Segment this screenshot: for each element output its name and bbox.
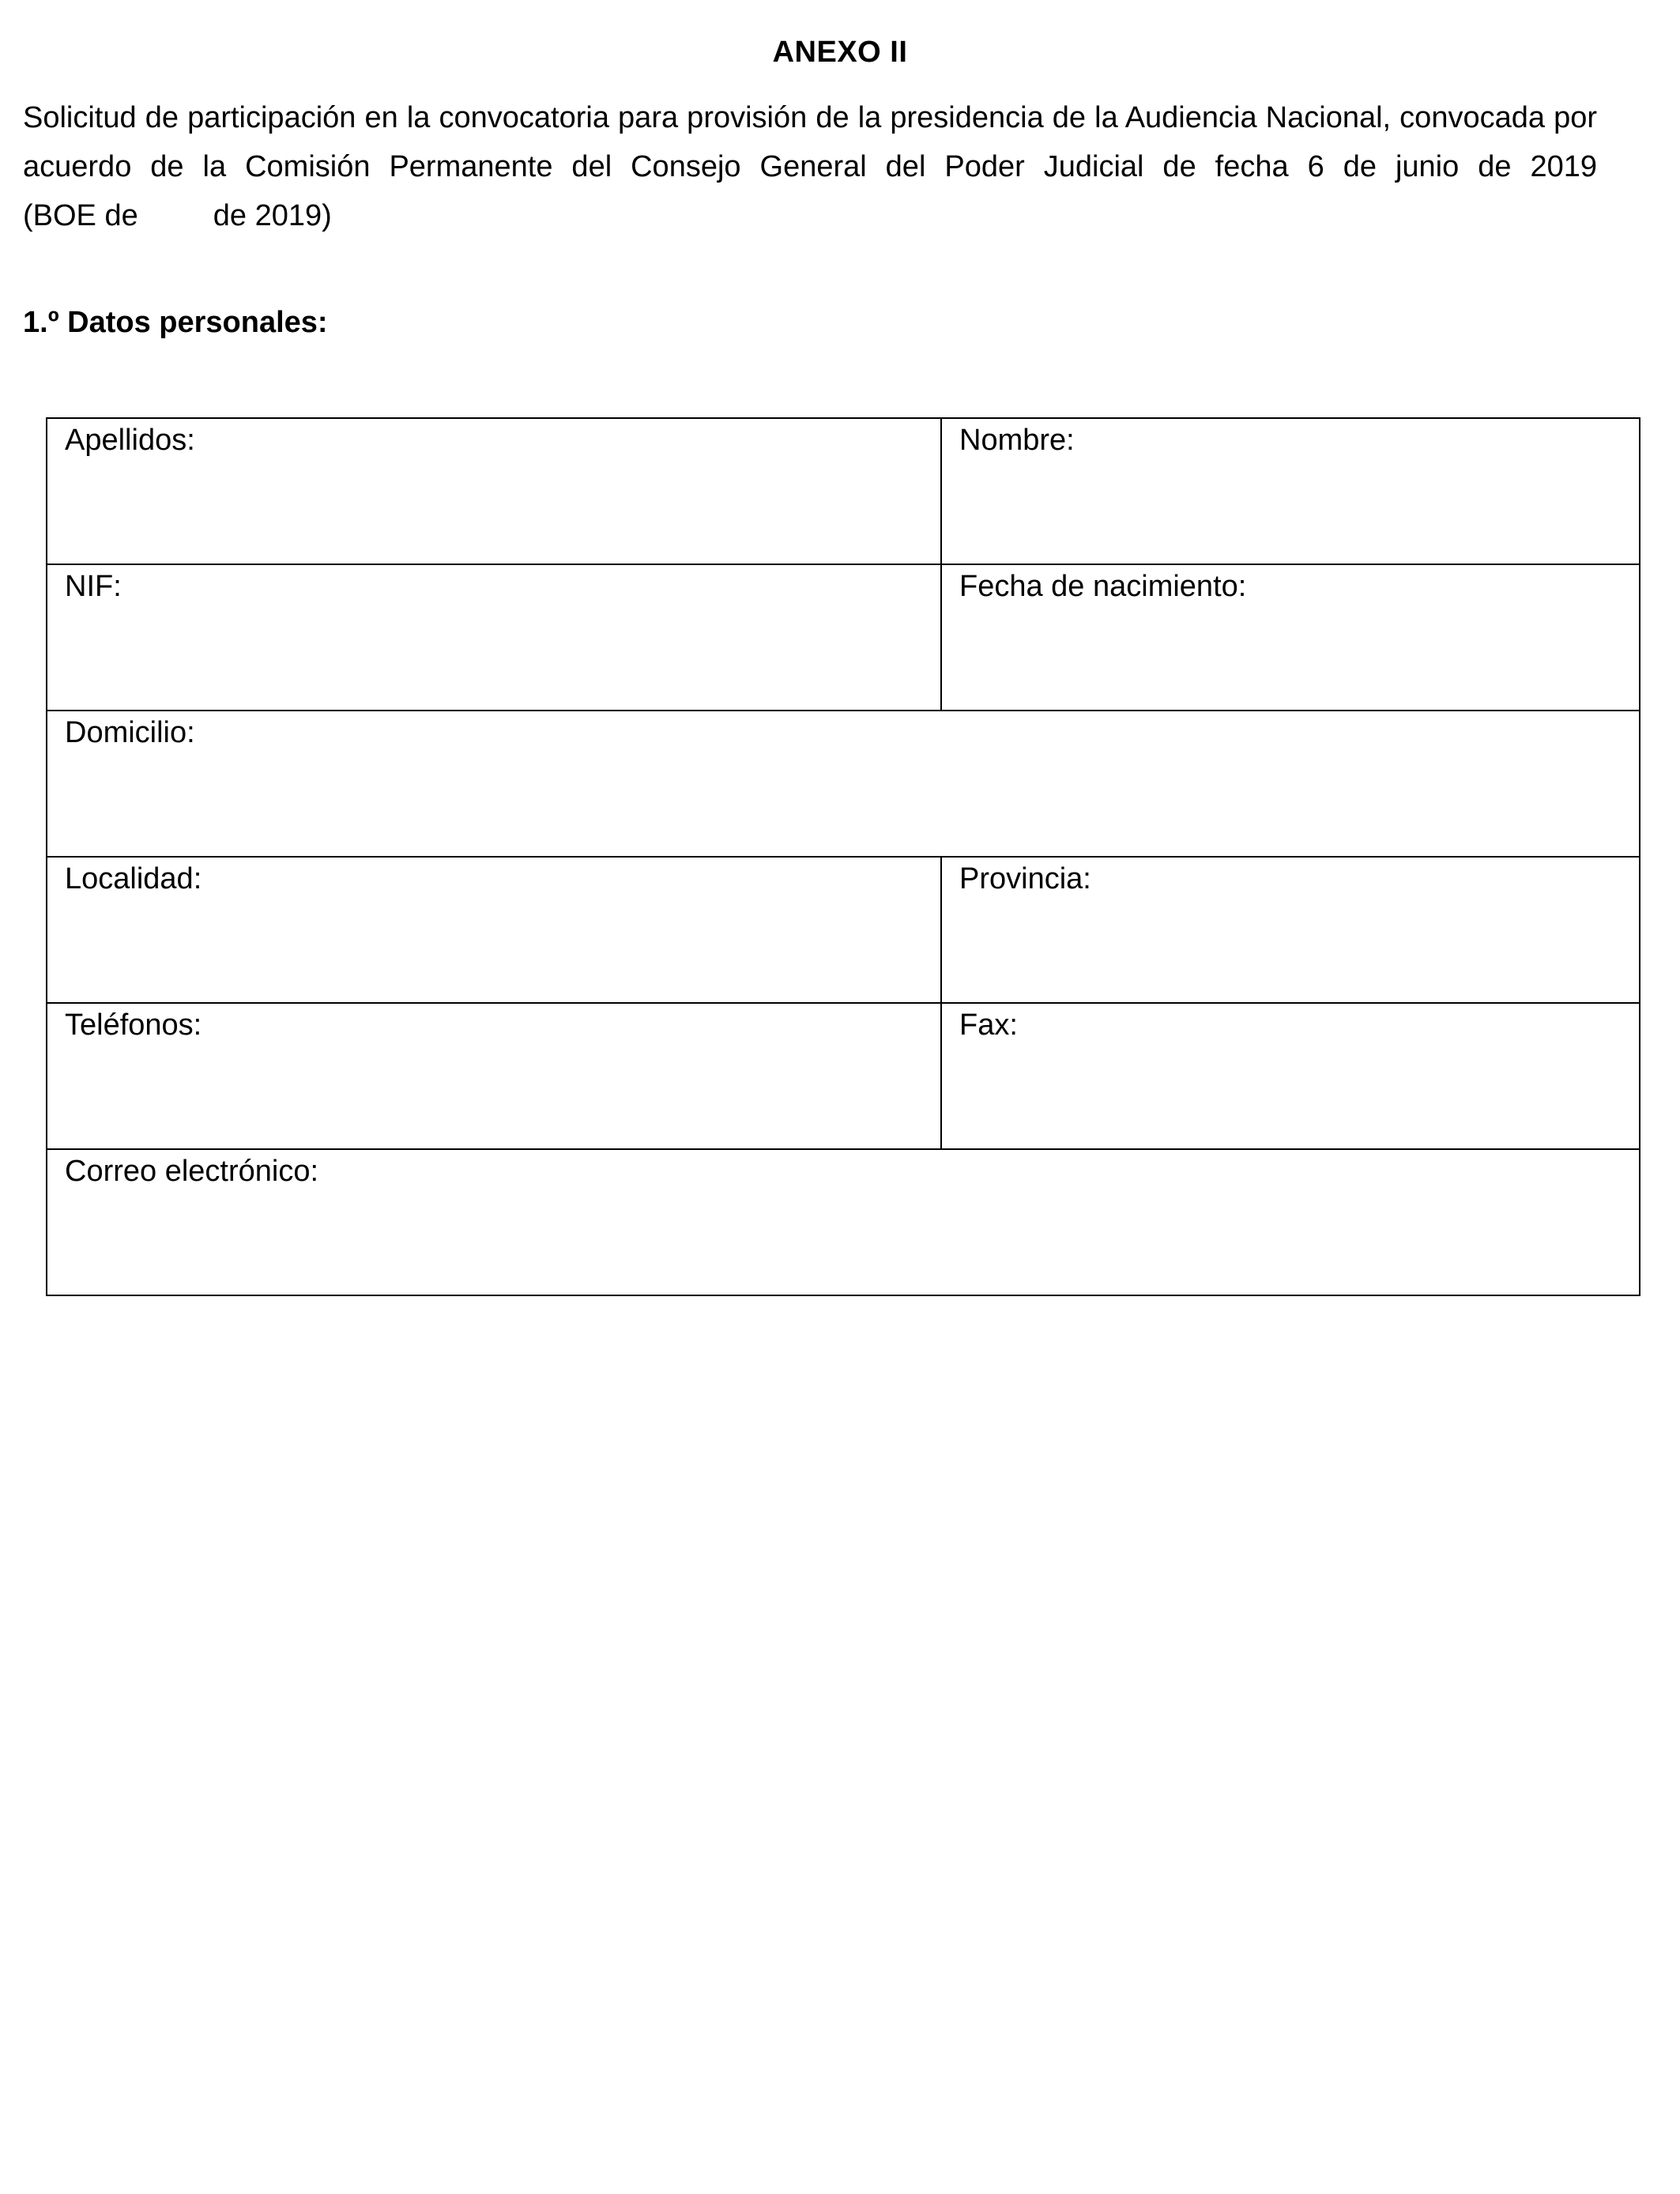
fax-label: Fax: bbox=[959, 1008, 1018, 1042]
telefonos-field[interactable] bbox=[47, 1003, 941, 1149]
form-row bbox=[47, 857, 1640, 1003]
intro-boe-reference: (BOE de de 2019) bbox=[23, 199, 332, 232]
fecha-nacimiento-label: Fecha de nacimiento: bbox=[959, 570, 1247, 603]
nombre-label: Nombre: bbox=[959, 424, 1075, 457]
form-row bbox=[47, 564, 1640, 711]
fax-field[interactable] bbox=[941, 1003, 1640, 1149]
form-row bbox=[47, 418, 1640, 564]
domicilio-field[interactable] bbox=[47, 711, 1640, 857]
correo-electronico-field[interactable] bbox=[47, 1149, 1640, 1295]
localidad-field[interactable] bbox=[47, 857, 941, 1003]
apellidos-field[interactable] bbox=[47, 418, 941, 564]
form-row bbox=[47, 1003, 1640, 1149]
apellidos-label: Apellidos: bbox=[65, 424, 195, 457]
document-title: ANEXO II bbox=[772, 36, 908, 69]
domicilio-label: Domicilio: bbox=[65, 716, 195, 749]
nif-label: NIF: bbox=[65, 570, 122, 603]
nif-field[interactable] bbox=[47, 564, 941, 711]
correo-electronico-label: Correo electrónico: bbox=[65, 1155, 319, 1188]
intro-paragraph bbox=[23, 93, 1597, 240]
form-row bbox=[47, 1149, 1640, 1295]
nombre-field[interactable] bbox=[941, 418, 1640, 564]
personal-data-form bbox=[46, 417, 1640, 1296]
fecha-nacimiento-field[interactable] bbox=[941, 564, 1640, 711]
provincia-label: Provincia: bbox=[959, 862, 1091, 895]
intro-text: Solicitud de participación en la convocatoria para provisión de la presidencia de la Audiencia Nacional, convocada por acuerdo de la Comisión Permanente del Consejo General del Poder Judicial de fecha 6 de junio de 2019 bbox=[23, 101, 1597, 183]
form-row bbox=[47, 711, 1640, 857]
telefonos-label: Teléfonos: bbox=[65, 1008, 202, 1042]
localidad-label: Localidad: bbox=[65, 862, 202, 895]
provincia-field[interactable] bbox=[941, 857, 1640, 1003]
section-heading-personal-data: 1.º Datos personales: bbox=[23, 306, 328, 339]
